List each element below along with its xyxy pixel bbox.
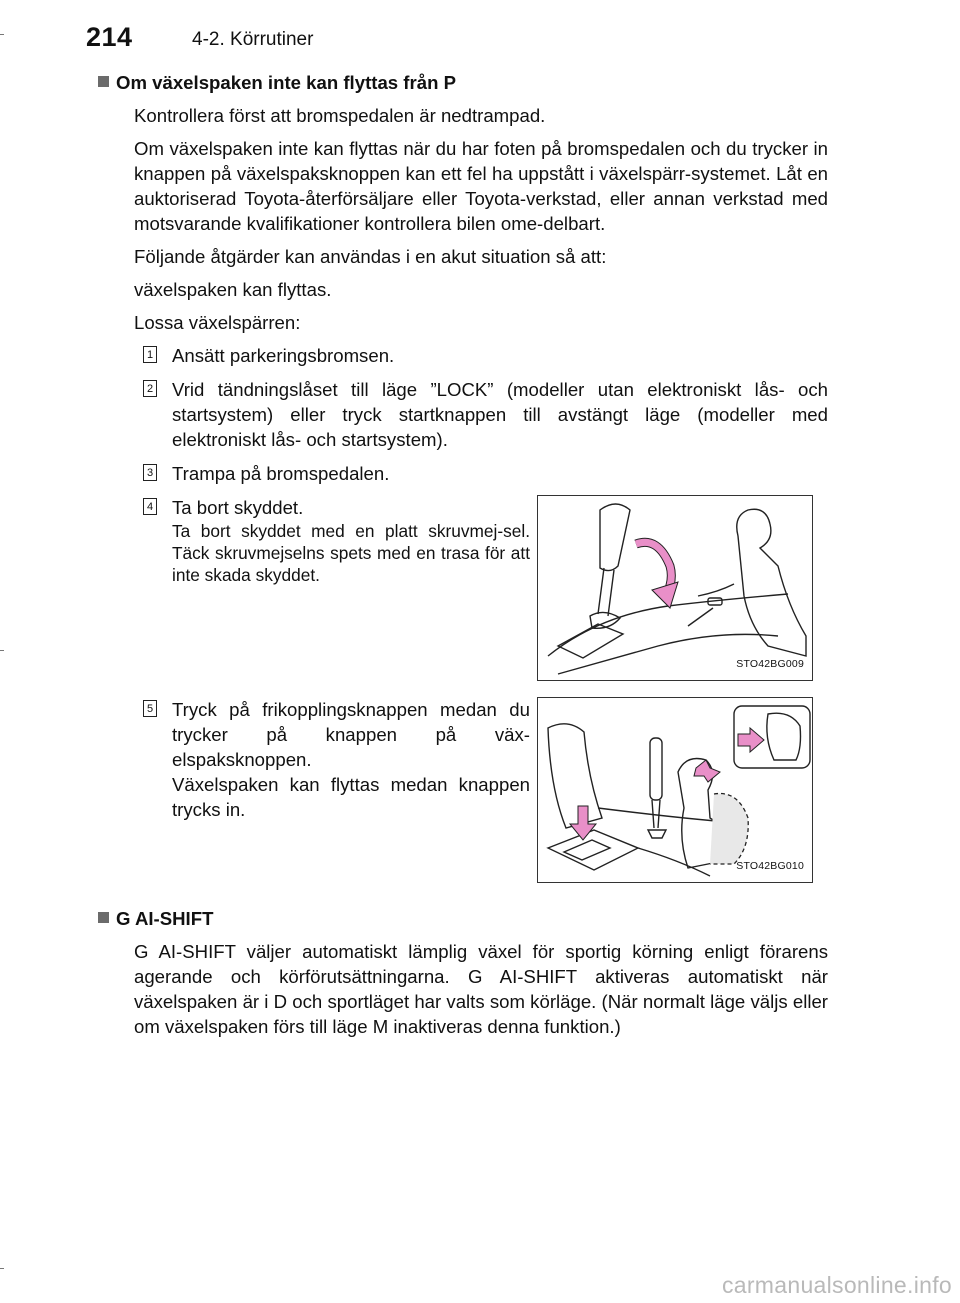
trim-mark [0, 650, 4, 651]
page-number: 214 [86, 22, 133, 52]
step-list [116, 343, 828, 887]
step-5: 5 Tryck på frikopplingsknappen medan du trycker på knappen på väx-elspaksknoppen. Växelspaken kan flyttas medan knappen trycks in. [134, 697, 530, 822]
section-heading: G AI-SHIFT [98, 906, 828, 931]
step-1: 1 Ansätt parkeringsbromsen. [134, 343, 828, 368]
paragraph: Om växelspaken inte kan flyttas när du har foten på bromspedalen och du trycker in knappen på växelspaksknoppen kan ett fel ha uppstått i växelspärr-systemet. Låt en auktoriserad Toyota-återförsäljare eller Toyota-verkstad, eller annan verkstad med motsvarande kvalifikationer kontrollera bilen ome-delbart. [134, 138, 828, 234]
step-5-row [134, 697, 828, 887]
step-number: 3 [143, 464, 157, 481]
section-shift-lever [116, 70, 828, 887]
figure-code: STO42BG010 [736, 860, 804, 872]
section-heading: Om växelspaken inte kan flyttas från P [98, 70, 828, 95]
section-title: 4-2. Körrutiner [192, 29, 314, 50]
figure-code: STO42BG009 [736, 658, 804, 670]
step-5-note: Växelspaken kan flyttas medan knappen trycks in. [172, 774, 530, 820]
step-number: 1 [143, 346, 157, 363]
step-number: 5 [143, 700, 157, 717]
step-2: 2 Vrid tändningslåset till läge ”LOCK” (modeller utan elektroniskt lås- och startsystem) eller tryck startknappen till avstängt läge (modeller med elektroniskt lås- och startsystem). [134, 377, 828, 452]
paragraph: Kontrollera först att bromspedalen är nedtrampad. [134, 105, 546, 126]
paragraph: Lossa växelspärren: [134, 312, 301, 333]
step-number: 4 [143, 498, 157, 515]
step-4-note: Ta bort skyddet med en platt skruvmej-sel. Täck skruvmejselns spets med en trasa för att inte skada skyddet. [172, 521, 530, 585]
square-bullet-icon [98, 912, 109, 923]
trim-mark [0, 1268, 4, 1269]
step-4-row [134, 495, 828, 697]
figure-remove-cover [537, 495, 813, 681]
square-bullet-icon [98, 76, 109, 87]
section-g-ai-shift [116, 906, 828, 1039]
step-3: 3 Trampa på bromspedalen. [134, 461, 828, 486]
paragraph: växelspaken kan flyttas. [134, 279, 332, 300]
paragraph: G AI-SHIFT väljer automatiskt lämplig växel för sportig körning enligt förarens agerande och körförutsättningarna. G AI-SHIFT aktiveras automatiskt när växelspaken är i D och sportläget har valts som körläge. (När normalt läge väljs eller om växelspaken förs till läge M inaktiveras denna funktion.) [134, 941, 828, 1037]
step-number: 2 [143, 380, 157, 397]
watermark: carmanualsonline.info [721, 1272, 952, 1298]
figure-release-button [537, 697, 813, 883]
paragraph: Följande åtgärder kan användas i en akut situation så att: [134, 246, 607, 267]
step-4: 4 Ta bort skyddet. Ta bort skyddet med en platt skruvmej-sel. Täck skruvmejselns spets med en trasa för att inte skada skyddet. [134, 495, 530, 586]
trim-mark [0, 34, 4, 35]
